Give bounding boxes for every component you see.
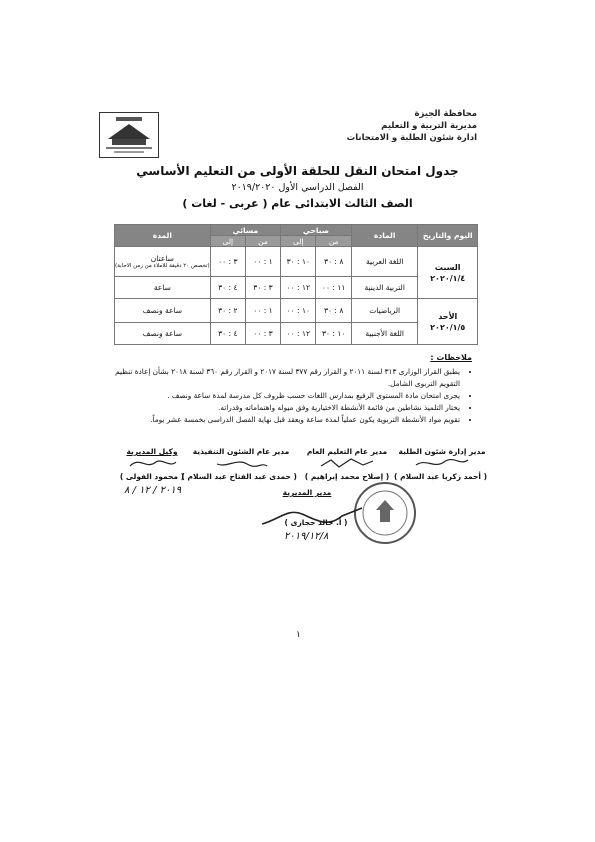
signature-title: وكيل المديرية — [126, 447, 178, 456]
notes-section — [110, 352, 472, 426]
subject-cell: الرياضيات — [351, 299, 418, 323]
signature-name: ( إصلاح محمد إبراهيم ) — [304, 472, 390, 481]
director-block — [262, 488, 352, 497]
note-item: • تقويم مواد الأنشطة التربوية يكون عملياً لمدة ساعة ويعقد قبل نهاية الفصل الدراسى بخمسة عشر يوماً. — [110, 414, 460, 426]
col-header-evening: مسائي — [210, 225, 280, 236]
signature-name: ( أحمد زكريا عبد السلام ) — [394, 472, 487, 481]
signature-name: ( حمدى عبد الفتاح عبد السلام ) — [181, 472, 297, 481]
day-cell — [418, 299, 478, 345]
subject-cell: التربية الدينية — [351, 277, 418, 299]
handwritten-date: ٢٠١٩ / ١٢ / ٨ — [124, 485, 182, 496]
col-header-duration: المدة — [115, 225, 211, 247]
col-header-morning: صباحي — [281, 225, 352, 236]
director-title: مدير المديرية — [282, 488, 332, 497]
col-header-day-date: اليوم والتاريخ — [418, 225, 478, 247]
day-date: ٢٠٢٠/١/٥ — [430, 322, 466, 332]
duration-note: (تخصص ٢٠ دقيقة للاملاء من زمن الاجابة) — [115, 263, 210, 269]
evening-to-cell: ٤ : ٣٠ — [210, 323, 245, 345]
schedule-table — [114, 224, 478, 345]
morning-to-cell: ١٢ : ٠٠ — [281, 277, 316, 299]
duration-cell: ساعة ونصف — [115, 299, 211, 323]
evening-to-cell: ٤ : ٣٠ — [210, 277, 245, 299]
duration-cell — [115, 247, 211, 277]
morning-to-cell: ١٠ : ٣٠ — [281, 247, 316, 277]
director-date: ٢٠١٩/١٢/٨ — [284, 531, 329, 542]
ministry-logo — [99, 112, 159, 158]
morning-to-cell: ١٢ : ٠٠ — [281, 323, 316, 345]
col-header-morning-to: إلى — [281, 236, 316, 247]
duration-cell: ساعة — [115, 277, 211, 299]
signature-general-education — [299, 447, 395, 481]
morning-to-cell: ١٠ : ٠٠ — [281, 299, 316, 323]
department-label: ادارة شئون الطلبة و الامتحانات — [346, 133, 477, 143]
page-title: جدول امتحان النقل للحلقة الأولى من التعليم الأساسي — [136, 164, 459, 178]
notes-heading: ملاحظات : — [430, 353, 472, 362]
signature-title: مدير عام الشئون التنفيذية — [192, 447, 290, 456]
signature-title: مدير عام التعليم العام — [306, 447, 388, 456]
handwritten-signature — [211, 456, 271, 470]
semester-label: الفصل الدراسي الأول ٢٠١٩/٢٠٢٠ — [231, 182, 364, 193]
note-item: • يجرى امتحان مادة المستوى الرفيع بمدارس اللغات حسب ظروف كل مدرسة لمدة ساعة ونصف . — [110, 390, 460, 402]
handwritten-signature — [412, 456, 472, 470]
day-name: الأحد — [438, 311, 458, 321]
duration-cell: ساعة ونصف — [115, 323, 211, 345]
col-header-morning-from: من — [316, 236, 351, 247]
col-header-evening-from: من — [245, 236, 280, 247]
signature-deputy — [112, 447, 192, 481]
evening-from-cell: ١ : ٠٠ — [245, 247, 280, 277]
day-name: السبت — [434, 262, 461, 272]
page-number: ١ — [296, 630, 301, 640]
schedule-table-wrap — [114, 224, 478, 345]
handwritten-signature — [317, 456, 377, 470]
handwritten-signature — [122, 456, 182, 470]
day-date: ٢٠٢٠/١/٤ — [430, 273, 466, 283]
signature-student-affairs — [394, 447, 487, 481]
signature-title: مدير إدارة شئون الطلبة — [398, 447, 486, 456]
director-signature — [258, 502, 368, 532]
governorate-label: محافظة الجيزة — [414, 109, 477, 119]
signature-name: ( محمود الفولى ) — [119, 472, 185, 481]
table-row — [115, 247, 478, 277]
signature-executive-affairs — [181, 447, 297, 481]
evening-from-cell: ٣ : ٣٠ — [245, 277, 280, 299]
note-item: • يطبق القرار الوزارى ٣١٣ لسنة ٢٠١١ و القرار رقم ٣٧٧ لسنة ٢٠١٧ و القرار رقم ٣٦٠ لسنة ٢٠١٨ بشأن إعادة تنظيم التقويم التربوى الشامل. — [110, 366, 460, 390]
evening-to-cell: ٣ : ٠٠ — [210, 247, 245, 277]
evening-to-cell: ٢ : ٣٠ — [210, 299, 245, 323]
evening-from-cell: ١ : ٠٠ — [245, 299, 280, 323]
subject-cell: اللغة الأجنبية — [351, 323, 418, 345]
header-block — [347, 108, 477, 144]
morning-from-cell: ٨ : ٣٠ — [316, 299, 351, 323]
subject-cell: اللغة العربية — [351, 247, 418, 277]
morning-from-cell: ١٠ : ٣٠ — [316, 323, 351, 345]
director-name: ( أ. خالد حجازى ) — [284, 518, 348, 527]
day-cell — [418, 247, 478, 299]
directorate-label: مديرية التربية و التعليم — [381, 121, 477, 131]
note-item: • يختار التلميذ نشاطين من قائمة الأنشطة الاختيارية وفق ميوله واهتماماته وقدراته. — [110, 402, 460, 414]
notes-list — [110, 366, 460, 426]
col-header-subject: المادة — [351, 225, 418, 247]
col-header-evening-to: إلى — [210, 236, 245, 247]
morning-from-cell: ٨ : ٣٠ — [316, 247, 351, 277]
duration-text: ساعتان — [150, 254, 174, 263]
morning-from-cell: ١١ : ٠٠ — [316, 277, 351, 299]
evening-from-cell: ٣ : ٠٠ — [245, 323, 280, 345]
logo-graphic — [100, 113, 158, 157]
grade-label: الصف الثالث الابتدائى عام ( عربى - لغات ) — [182, 197, 413, 210]
table-row — [115, 299, 478, 323]
